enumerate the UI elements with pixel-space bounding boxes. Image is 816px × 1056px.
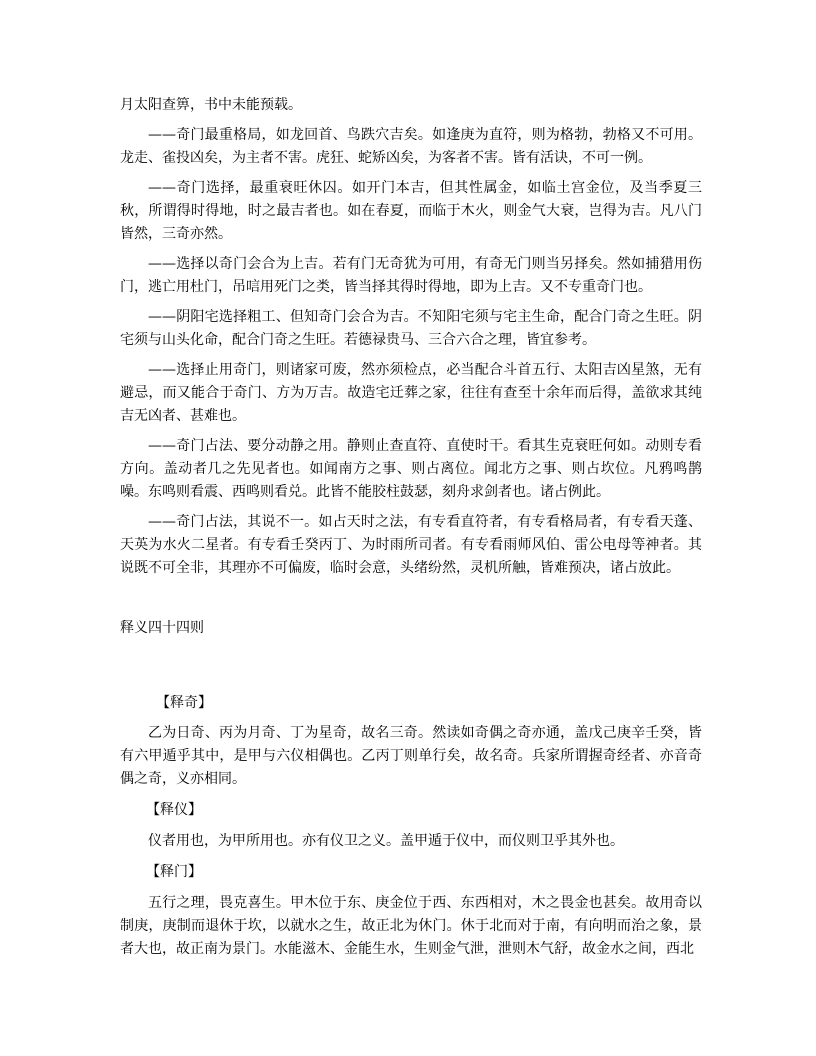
paragraph: ——奇门占法、要分动静之用。静则止查直符、直使时干。看其生克衰旺何如。动则专看方向。盖动者几之先见者也。如闻南方之事、则占离位。闻北方之事、则占坎位。凡鸦鸣鹊噪。东鸣则看震、西鸣则看兑。此皆不能胶柱鼓瑟，刻舟求剑者也。诸占例此。: [120, 438, 702, 500]
paragraph: ——奇门占法，其说不一。如占天时之法，有专看直符者，有专看格局者，有专看天蓬、天英为水火二星者。有专看壬癸丙丁、为时雨所司者。有专看雨师风伯、雷公电母等神者。其说既不可全非，其理亦不可偏废，临时会意，头绪纷然，灵机所触，皆难预决，诸占放此。: [120, 514, 702, 576]
section-body: 乙为日奇、丙为月奇、丁为星奇，故名三奇。然读如奇偶之奇亦通，盖戊己庚辛壬癸，皆有六甲遁乎其中，是甲与六仪相偶也。乙丙丁则单行矣，故名奇。兵家所谓握奇经者、亦音奇偶之奇，义亦相同。: [120, 725, 702, 787]
paragraph: ——阴阳宅选择粗工、但知奇门会合为吉。不知阳宅须与宅主生命，配合门奇之生旺。阴宅须与山头化命，配合门奇之生旺。若德禄贵马、三合六合之理，皆宜参考。: [120, 309, 702, 348]
paragraph: ——选择以奇门会合为上吉。若有门无奇犹为可用，有奇无门则当另择矣。然如捕猎用伤门，逃亡用杜门，吊唁用死门之类，皆当择其得时得地，即为上吉。又不专重奇门也。: [120, 256, 702, 295]
section-title-shi-qi: 【释奇】: [156, 695, 212, 711]
paragraph: ——奇门选择，最重衰旺休囚。如开门本吉，但其性属金，如临土宫金位，及当季夏三秋，所谓得时得地，时之最吉者也。如在春夏，而临于木火，则金气大衰，岂得为吉。凡八门皆然，三奇亦然。: [120, 180, 702, 242]
section-body: 五行之理，畏克喜生。甲木位于东、庚金位于西、东西相对，木之畏金也甚矣。故用奇以制庚，庚制而退休于坎，以就水之生，故正北为休门。休于北而对于南，有向明而治之象，景者大也，故正南为景门。水能滋木、金能生水，生则金气泄，泄则木气舒，故金水之间，西北: [120, 895, 702, 957]
paragraph: ——选择止用奇门，则诸家可废，然亦须检点，必当配合斗首五行、太阳吉凶星煞，无有避忌，而又能合于奇门、方为万吉。故造宅迁葬之家，往往有查至十余年而后得，盖欲求其纯吉无凶者、甚难也。: [120, 362, 702, 424]
document-page: [120, 94, 702, 968]
paragraph: ——奇门最重格局，如龙回首、鸟跌穴吉矣。如逢庚为直符，则为格勃，勃格又不可用。龙走、雀投凶矣，为主者不害。虎狂、蛇矫凶矣，为客者不害。皆有活诀，不可一例。: [120, 127, 702, 166]
intro-fragment: 月太阳查箅，书中未能预载。: [120, 97, 302, 113]
section-title-shi-men: 【释门】: [146, 864, 202, 880]
section-body: 仪者用也，为甲所用也。亦有仪卫之义。盖甲遁于仪中，而仪则卫乎其外也。: [148, 833, 624, 849]
section-title-shi-yi: 【释仪】: [146, 802, 202, 818]
chapter-title: 释义四十四则: [120, 620, 204, 636]
